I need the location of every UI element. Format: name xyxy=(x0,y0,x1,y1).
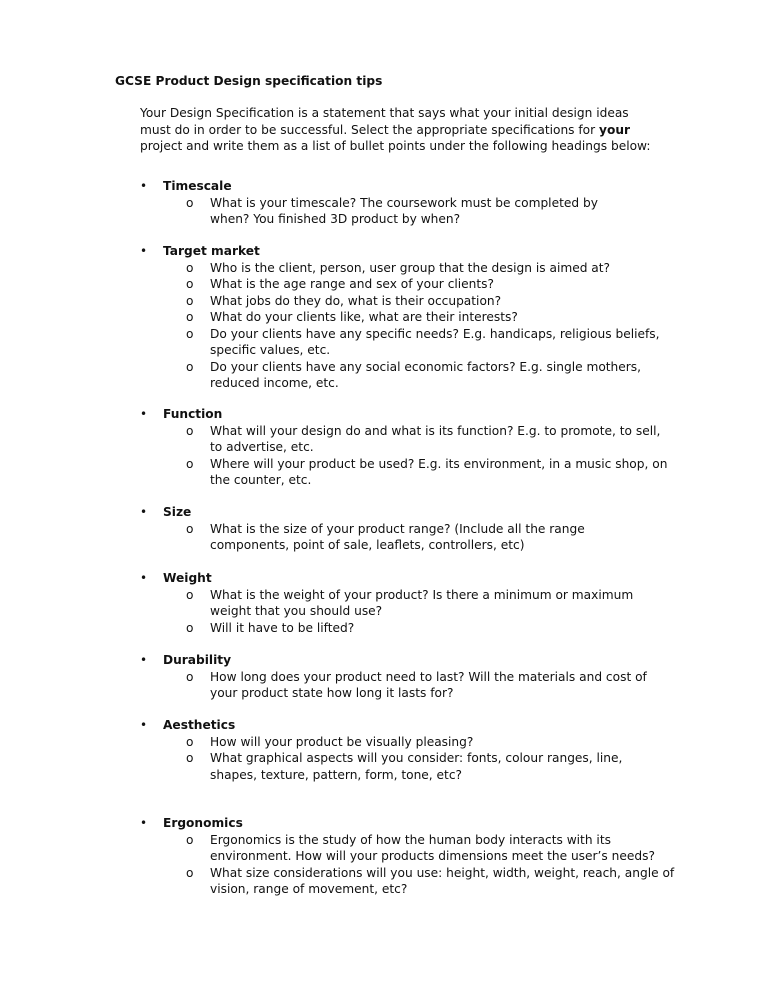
list-item xyxy=(140,456,670,489)
list-item xyxy=(140,587,640,620)
list-item xyxy=(140,195,640,228)
sub-bullet-icon: o xyxy=(186,587,194,602)
sub-bullet-icon: o xyxy=(186,359,194,374)
list-item xyxy=(140,276,670,293)
sub-bullet-icon: o xyxy=(186,423,194,438)
sub-list xyxy=(140,669,700,702)
sub-list xyxy=(140,423,700,489)
intro-text-start: Your Design Specification is a statement that says what your initial design ideas must do in order to be successful. Select the appropriate specifications for xyxy=(140,106,629,137)
section-heading: Weight xyxy=(163,571,212,585)
list-item-text: What jobs do they do, what is their occupation? xyxy=(210,293,502,308)
list-item-text: What is the size of your product range? (Include all the range components, point of sale, leaflets, controllers, etc) xyxy=(210,521,585,552)
sub-bullet-icon: o xyxy=(186,865,194,880)
list-item-text: Who is the client, person, user group that the design is aimed at? xyxy=(210,260,611,275)
bullet-icon: • xyxy=(140,407,148,421)
list-item xyxy=(140,669,650,702)
list-item-text: Will it have to be lifted? xyxy=(210,620,355,635)
bullet-icon: • xyxy=(140,505,148,519)
bullet-icon: • xyxy=(140,179,148,193)
list-item-text: Do your clients have any social economic factors? E.g. single mothers, reduced income, etc. xyxy=(210,359,642,390)
list-item xyxy=(140,750,650,783)
list-item xyxy=(140,734,670,751)
list-item xyxy=(140,521,610,554)
sub-list xyxy=(140,832,700,898)
list-item xyxy=(140,620,670,637)
list-item-text: Where will your product be used? E.g. its environment, in a music shop, on the counter, etc. xyxy=(210,456,668,487)
sub-bullet-icon: o xyxy=(186,310,194,324)
section-heading: Function xyxy=(163,407,223,421)
sub-list xyxy=(140,260,700,392)
sub-bullet-icon: o xyxy=(186,456,194,471)
list-item xyxy=(140,326,670,359)
list-item-text: What graphical aspects will you consider: fonts, colour ranges, line, shapes, texture, pattern, form, tone, etc? xyxy=(210,751,623,782)
list-item-text: Ergonomics is the study of how the human body interacts with its environment. How will your products dimensions meet the user’s needs? xyxy=(210,832,655,863)
list-item-text: What is the age range and sex of your clients? xyxy=(210,277,494,291)
sub-bullet-icon: o xyxy=(186,326,194,341)
section-heading: Size xyxy=(163,505,192,519)
list-item xyxy=(140,260,670,277)
list-item-text: How will your product be visually pleasing? xyxy=(210,734,474,749)
document-title: GCSE Product Design specification tips xyxy=(115,74,383,88)
list-item xyxy=(140,293,670,310)
list-item-text: How long does your product need to last? Will the materials and cost of your product state how long it lasts for? xyxy=(210,669,647,700)
section-heading: Aesthetics xyxy=(163,718,236,732)
sub-list xyxy=(140,734,700,784)
sub-bullet-icon: o xyxy=(186,293,194,308)
sub-list xyxy=(140,587,700,637)
list-item xyxy=(140,309,670,326)
bullet-icon: • xyxy=(140,718,148,732)
sub-bullet-icon: o xyxy=(186,521,194,536)
section-heading: Ergonomics xyxy=(163,816,243,830)
bullet-icon: • xyxy=(140,571,148,585)
sub-bullet-icon: o xyxy=(186,669,194,684)
section-heading: Durability xyxy=(163,653,232,667)
list-item-text: What will your design do and what is its function? E.g. to promote, to sell, to advertise, etc. xyxy=(210,423,661,454)
sub-list xyxy=(140,521,700,554)
intro-paragraph xyxy=(140,105,660,155)
sub-bullet-icon: o xyxy=(186,832,194,847)
list-item-text: What is your timescale? The coursework must be completed by when? You finished 3D product by when? xyxy=(210,195,598,226)
bullet-icon: • xyxy=(140,244,148,258)
sub-bullet-icon: o xyxy=(186,751,194,765)
bullet-icon: • xyxy=(140,816,148,830)
sub-bullet-icon: o xyxy=(186,260,194,275)
list-item-text: What do your clients like, what are their interests? xyxy=(210,310,518,324)
bullet-icon: • xyxy=(140,653,148,667)
intro-text-end: project and write them as a list of bullet points under the following headings below: xyxy=(140,139,651,153)
list-item xyxy=(140,423,670,456)
list-item xyxy=(140,359,650,392)
sub-bullet-icon: o xyxy=(186,734,194,749)
section-heading: Target market xyxy=(163,244,260,258)
list-item xyxy=(140,865,680,898)
section-heading: Timescale xyxy=(163,179,232,193)
intro-emphasis: your xyxy=(599,122,631,137)
list-item-text: What is the weight of your product? Is there a minimum or maximum weight that you should use? xyxy=(210,587,634,618)
sub-bullet-icon: o xyxy=(186,195,194,210)
list-item-text: What size considerations will you use: height, width, weight, reach, angle of vision, range of movement, etc? xyxy=(210,865,675,896)
sub-list xyxy=(140,195,700,228)
sub-bullet-icon: o xyxy=(186,620,194,635)
list-item xyxy=(140,832,655,865)
sub-bullet-icon: o xyxy=(186,277,194,291)
list-item-text: Do your clients have any specific needs? E.g. handicaps, religious beliefs, specific values, etc. xyxy=(210,326,660,357)
